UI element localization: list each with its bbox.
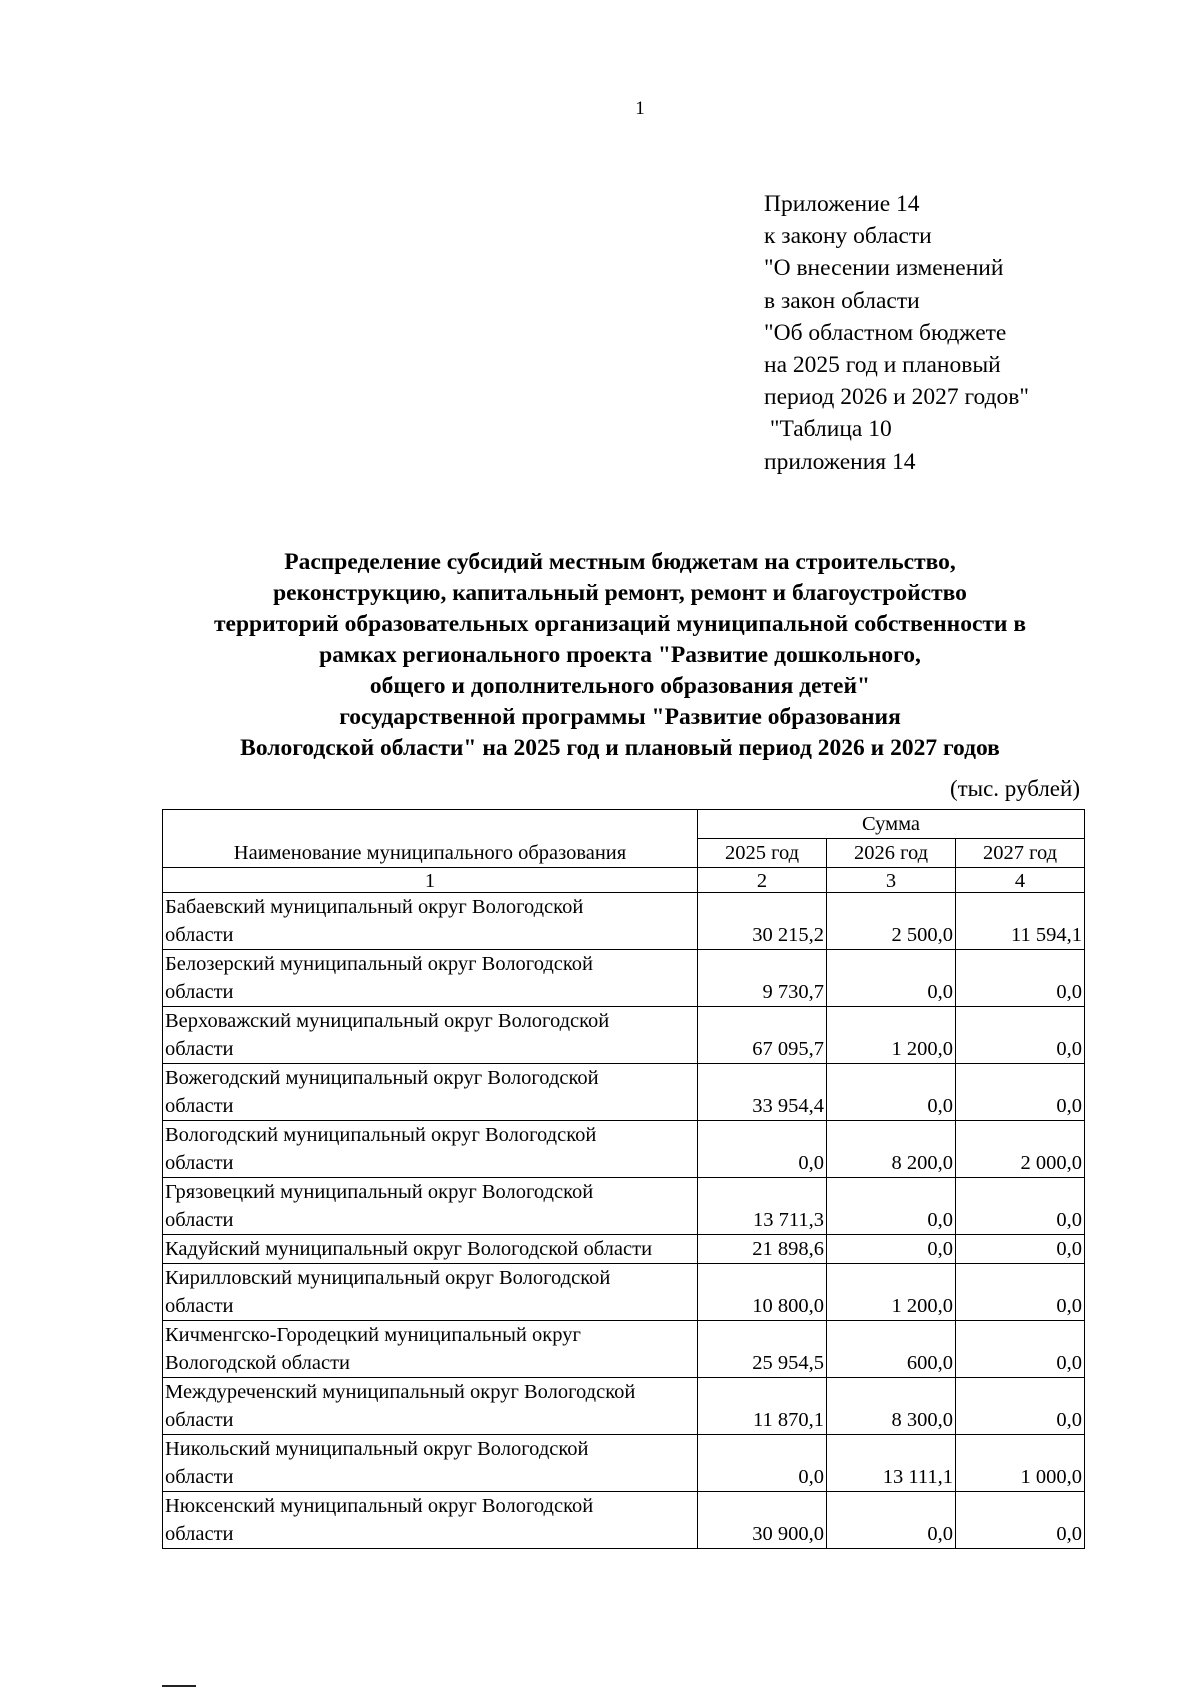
- amount-2025: 13 711,3: [698, 1178, 827, 1235]
- municipality-name: [163, 1235, 698, 1264]
- amount-2026: 0,0: [827, 1492, 956, 1549]
- appendix-line: к закону области: [764, 223, 932, 250]
- municipality-name-line: Никольский муниципальный округ Вологодской: [165, 1438, 589, 1460]
- municipality-name-line: области: [165, 924, 234, 946]
- table-row: [163, 1435, 1085, 1492]
- municipality-name-line: области: [165, 1038, 234, 1060]
- amount-2027: 2 000,0: [956, 1121, 1085, 1178]
- municipality-name: [163, 1178, 698, 1235]
- municipality-name: [163, 1264, 698, 1321]
- municipality-name-line: области: [165, 1095, 234, 1117]
- municipality-name-line: Кирилловский муниципальный округ Вологодской: [165, 1267, 611, 1289]
- amount-2027: 0,0: [956, 950, 1085, 1007]
- municipality-name-line: Верховажский муниципальный округ Вологодской: [165, 1010, 610, 1032]
- table-row: [163, 1178, 1085, 1235]
- scan-mark: [162, 1685, 196, 1687]
- municipality-name-line: Нюксенский муниципальный округ Вологодской: [165, 1495, 594, 1517]
- document-title: [160, 547, 1080, 764]
- table-row: [163, 950, 1085, 1007]
- title-line: территорий образовательных организаций муниципальной собственности в: [213, 611, 1027, 637]
- amount-2026: 0,0: [827, 1064, 956, 1121]
- municipality-name: [163, 950, 698, 1007]
- municipality-name: [163, 1121, 698, 1178]
- municipality-name-line: Вологодский муниципальный округ Вологодской: [165, 1124, 597, 1146]
- amount-2027: 0,0: [956, 1492, 1085, 1549]
- col-number: 3: [827, 868, 956, 893]
- municipality-name-line: Грязовецкий муниципальный округ Вологодской: [165, 1181, 594, 1203]
- col-number: 2: [698, 868, 827, 893]
- amount-2025: 11 870,1: [698, 1378, 827, 1435]
- col-number: 1: [163, 868, 698, 893]
- municipality-name-line: Вожегодский муниципальный округ Вологодской: [165, 1067, 599, 1089]
- appendix-line: приложения 14: [764, 448, 916, 475]
- municipality-name-line: области: [165, 1523, 234, 1545]
- header-year-2025: 2025 год: [698, 839, 827, 868]
- municipality-name: [163, 893, 698, 950]
- amount-2025: 10 800,0: [698, 1264, 827, 1321]
- table-row: [163, 1321, 1085, 1378]
- title-line: общего и дополнительного образования детей": [369, 673, 871, 699]
- subsidy-table: [162, 809, 1085, 1549]
- municipality-name-line: области: [165, 1409, 234, 1431]
- municipality-name-line: Бабаевский муниципальный округ Вологодской: [165, 896, 584, 918]
- amount-2027: 0,0: [956, 1007, 1085, 1064]
- header-year-2027: 2027 год: [956, 839, 1085, 868]
- amount-2025: 0,0: [698, 1121, 827, 1178]
- title-line: реконструкцию, капитальный ремонт, ремонт и благоустройство: [273, 580, 967, 606]
- municipality-name-line: области: [165, 1466, 234, 1488]
- amount-2025: 67 095,7: [698, 1007, 827, 1064]
- table-row: [163, 1264, 1085, 1321]
- header-sum: Сумма: [698, 810, 1085, 839]
- appendix-line: на 2025 год и плановый: [764, 352, 1001, 379]
- page-number: 1: [635, 98, 645, 119]
- table-row: [163, 1378, 1085, 1435]
- header-year-2026: 2026 год: [827, 839, 956, 868]
- municipality-name-line: области: [165, 981, 234, 1003]
- municipality-name-line: Вологодской области: [165, 1352, 351, 1374]
- municipality-name-line: области: [165, 1209, 234, 1231]
- municipality-name: [163, 1064, 698, 1121]
- amount-2027: 0,0: [956, 1378, 1085, 1435]
- municipality-name-line: Междуреченский муниципальный округ Вологодской: [165, 1381, 636, 1403]
- amount-2027: 0,0: [956, 1064, 1085, 1121]
- table-row: [163, 1235, 1085, 1264]
- amount-2026: 8 200,0: [827, 1121, 956, 1178]
- amount-2025: 0,0: [698, 1435, 827, 1492]
- municipality-name: [163, 1492, 698, 1549]
- municipality-name: [163, 1378, 698, 1435]
- amount-2025: 21 898,6: [698, 1235, 827, 1264]
- amount-2026: 2 500,0: [827, 893, 956, 950]
- amount-2026: 0,0: [827, 1235, 956, 1264]
- amount-2026: 0,0: [827, 1178, 956, 1235]
- appendix-line: "Таблица 10: [764, 416, 892, 443]
- municipality-name-line: Кадуйский муниципальный округ Вологодской области: [165, 1238, 653, 1260]
- amount-2026: 600,0: [827, 1321, 956, 1378]
- table-row: [163, 1492, 1085, 1549]
- amount-2026: 8 300,0: [827, 1378, 956, 1435]
- amount-2025: 30 215,2: [698, 893, 827, 950]
- municipality-name-line: области: [165, 1295, 234, 1317]
- title-line: Распределение субсидий местным бюджетам на строительство,: [284, 549, 956, 575]
- amount-2027: 0,0: [956, 1321, 1085, 1378]
- amount-2027: 0,0: [956, 1264, 1085, 1321]
- amount-2027: 1 000,0: [956, 1435, 1085, 1492]
- table-column-numbers-row: [163, 868, 1085, 893]
- amount-2027: 11 594,1: [956, 893, 1085, 950]
- amount-2026: 1 200,0: [827, 1007, 956, 1064]
- municipality-name-line: Белозерский муниципальный округ Вологодской: [165, 953, 594, 975]
- municipality-name: [163, 1435, 698, 1492]
- table-row: [163, 893, 1085, 950]
- municipality-name-line: Кичменгско-Городецкий муниципальный округ: [165, 1324, 581, 1346]
- table-row: [163, 1007, 1085, 1064]
- municipality-name: [163, 1321, 698, 1378]
- amount-2025: 30 900,0: [698, 1492, 827, 1549]
- title-line: Вологодской области" на 2025 год и плановый период 2026 и 2027 годов: [240, 735, 1000, 761]
- appendix-line: период 2026 и 2027 годов": [764, 384, 1029, 411]
- appendix-line: Приложение 14: [764, 191, 920, 217]
- table-row: [163, 1064, 1085, 1121]
- title-line: государственной программы "Развитие образования: [339, 704, 901, 730]
- table-header-row: [163, 810, 1085, 839]
- amount-2026: 13 111,1: [827, 1435, 956, 1492]
- municipality-name: [163, 1007, 698, 1064]
- unit-label: (тыс. рублей): [949, 776, 1080, 801]
- col-number: 4: [956, 868, 1085, 893]
- amount-2025: 9 730,7: [698, 950, 827, 1007]
- appendix-reference: [764, 188, 1029, 478]
- table-row: [163, 1121, 1085, 1178]
- appendix-line: в закон области: [764, 287, 920, 314]
- amount-2025: 33 954,4: [698, 1064, 827, 1121]
- amount-2026: 1 200,0: [827, 1264, 956, 1321]
- amount-2027: 0,0: [956, 1178, 1085, 1235]
- title-line: рамках регионального проекта "Развитие дошкольного,: [319, 642, 921, 668]
- municipality-name-line: области: [165, 1152, 234, 1174]
- amount-2025: 25 954,5: [698, 1321, 827, 1378]
- appendix-line: "Об областном бюджете: [764, 319, 1007, 346]
- amount-2027: 0,0: [956, 1235, 1085, 1264]
- amount-2026: 0,0: [827, 950, 956, 1007]
- header-name: Наименование муниципального образования: [163, 810, 698, 868]
- appendix-line: "О внесении изменений: [764, 255, 1004, 282]
